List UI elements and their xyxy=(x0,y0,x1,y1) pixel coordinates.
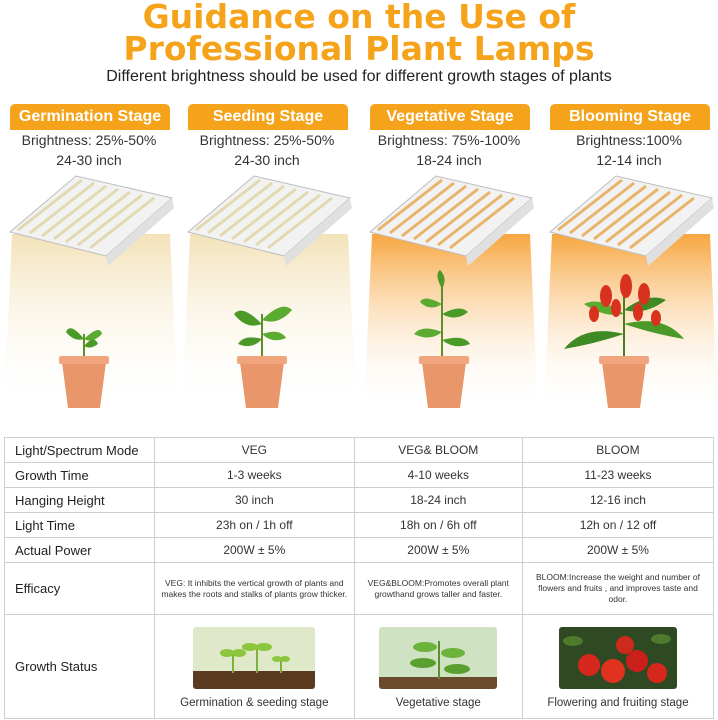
stage-seeding xyxy=(182,104,360,408)
row-label: Growth Status xyxy=(5,615,155,719)
lamp-illustration xyxy=(182,174,356,410)
seedling-photo xyxy=(193,627,315,689)
growth-caption: Germination & seeding stage xyxy=(180,696,329,709)
table-cell: BLOOM xyxy=(522,438,713,463)
row-label: Actual Power xyxy=(5,538,155,563)
table-cell: 200W ± 5% xyxy=(522,538,713,563)
subtitle: Different brightness should be used for different growth stages of plants xyxy=(106,68,612,85)
stage-badge: Blooming Stage xyxy=(550,104,710,130)
stage-height: 24-30 inch xyxy=(56,152,122,168)
table-cell: 12-16 inch xyxy=(522,488,713,513)
comparison-table xyxy=(4,437,714,719)
table-row xyxy=(5,463,714,488)
row-label: Light Time xyxy=(5,513,155,538)
stage-badge: Seeding Stage xyxy=(188,104,348,130)
stage-badge: Vegetative Stage xyxy=(370,104,530,130)
growth-caption: Vegetative stage xyxy=(395,696,481,709)
table-row-efficacy xyxy=(5,563,714,615)
growth-caption: Flowering and fruiting stage xyxy=(547,696,689,709)
tomato-photo xyxy=(559,627,677,689)
growth-status-cell xyxy=(522,615,713,719)
row-label: Hanging Height xyxy=(5,488,155,513)
lamp-illustration xyxy=(544,174,718,410)
table-cell: 18h on / 6h off xyxy=(354,513,522,538)
lamp-illustration xyxy=(4,174,178,410)
stage-brightness: Brightness:100% xyxy=(576,132,682,148)
table-cell: 200W ± 5% xyxy=(354,538,522,563)
lamp-illustration xyxy=(364,174,538,410)
table-cell: 200W ± 5% xyxy=(155,538,355,563)
stage-vegetative xyxy=(364,104,542,408)
efficacy-cell: VEG: It inhibits the vertical growth of plants and makes the roots and stalks of plants grow thicker. xyxy=(155,563,355,615)
table-row xyxy=(5,488,714,513)
table-cell: 4-10 weeks xyxy=(354,463,522,488)
table-cell: VEG& BLOOM xyxy=(354,438,522,463)
table-row-growth-status xyxy=(5,615,714,719)
stage-height: 12-14 inch xyxy=(596,152,662,168)
table-cell: 1-3 weeks xyxy=(155,463,355,488)
stage-height: 24-30 inch xyxy=(234,152,300,168)
stage-badge: Germination Stage xyxy=(10,104,170,130)
table-row xyxy=(5,438,714,463)
table-row xyxy=(5,513,714,538)
table-cell: 11-23 weeks xyxy=(522,463,713,488)
table-row xyxy=(5,538,714,563)
row-label: Light/Spectrum Mode xyxy=(5,438,155,463)
table-cell: 12h on / 12 off xyxy=(522,513,713,538)
stage-brightness: Brightness: 75%-100% xyxy=(377,132,521,148)
growth-status-cell xyxy=(354,615,522,719)
table-cell: 23h on / 1h off xyxy=(155,513,355,538)
vegetative-photo xyxy=(379,627,497,689)
stage-blooming xyxy=(544,104,718,408)
efficacy-cell: BLOOM:Increase the weight and number of flowers and fruits , and improves taste and odor. xyxy=(522,563,713,615)
efficacy-cell: VEG&BLOOM:Promotes overall plant growthand grows taller and faster. xyxy=(354,563,522,615)
stage-brightness: Brightness: 25%-50% xyxy=(199,132,335,148)
title-line-2: Professional Plant Lamps xyxy=(123,29,595,68)
row-label: Efficacy xyxy=(5,563,155,615)
stage-germination xyxy=(4,104,182,408)
row-label: Growth Time xyxy=(5,463,155,488)
table-cell: VEG xyxy=(155,438,355,463)
table-cell: 18-24 inch xyxy=(354,488,522,513)
stage-height: 18-24 inch xyxy=(416,152,482,168)
stage-brightness: Brightness: 25%-50% xyxy=(21,132,157,148)
title-line-1: Guidance on the Use of xyxy=(142,0,576,36)
growth-status-cell xyxy=(155,615,355,719)
table-cell: 30 inch xyxy=(155,488,355,513)
